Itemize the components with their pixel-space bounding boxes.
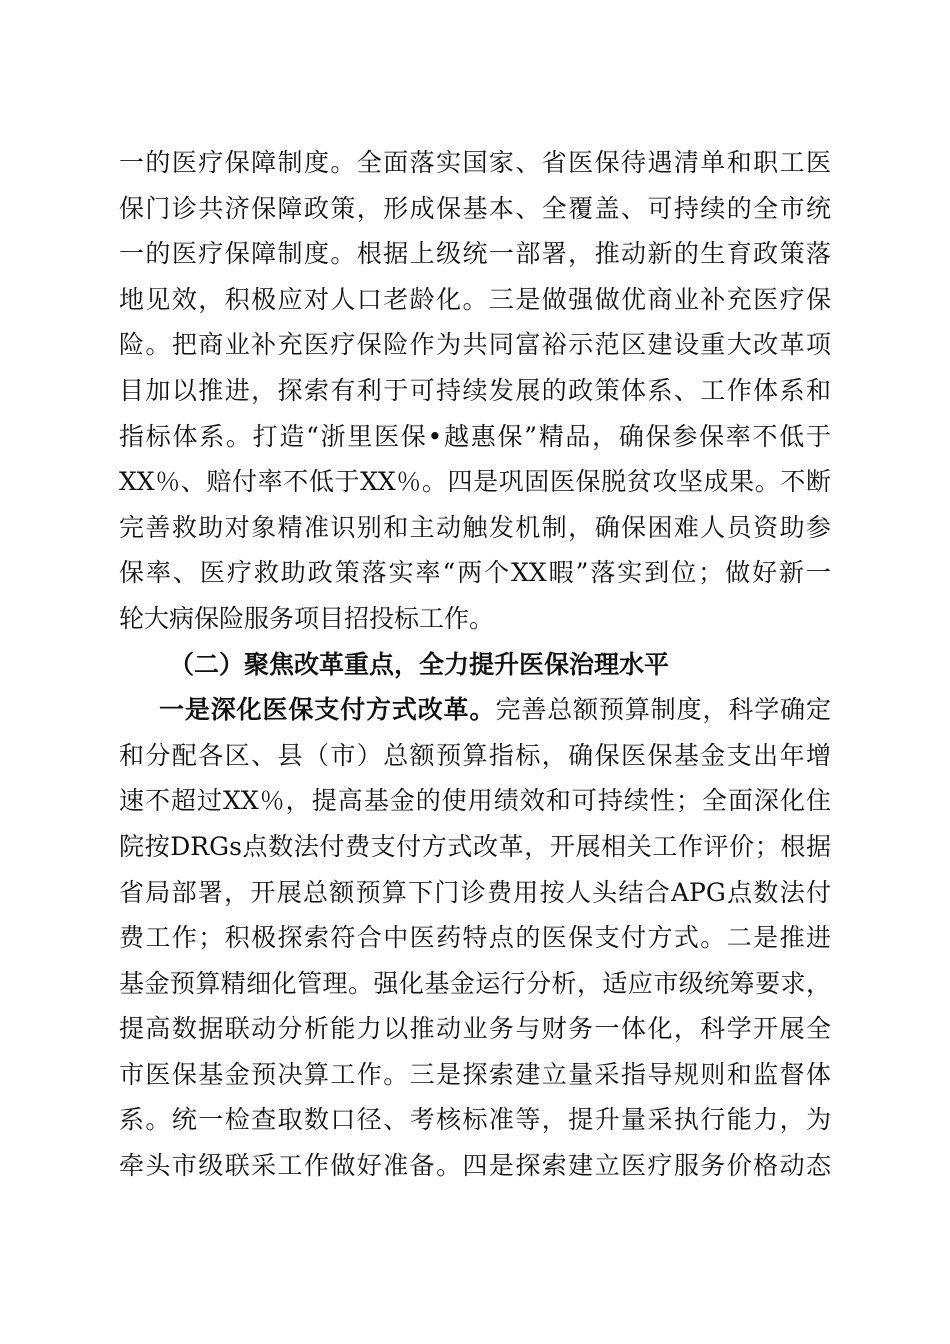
text-line: 牵头市级联采工作做好准备。四是探索建立医疗服务价格动态 <box>119 1151 831 1181</box>
text-line: 保门诊共济保障政策，形成保基本、全覆盖、可持续的全市统 <box>119 193 831 223</box>
text-line: 费工作；积极探索符合中医药特点的医保支付方式。二是推进 <box>119 923 831 953</box>
text-line: XX％、赔付率不低于XX％。四是巩固医保脱贫攻坚成果。不断 <box>119 467 831 497</box>
text-line: 轮大病保险服务项目招投标工作。 <box>119 603 495 633</box>
text-line: 保率、医疗救助政策落实率“两个XX暇”落实到位；做好新一 <box>119 558 831 588</box>
text-line: 省局部署，开展总额预算下门诊费用按人头结合APG点数法付 <box>119 877 831 907</box>
text-line: 和分配各区、县（市）总额预算指标，确保医保基金支出年增 <box>119 740 831 770</box>
text-line: 速不超过XX％，提高基金的使用绩效和可持续性；全面深化住 <box>119 786 831 816</box>
section-heading: （二）聚焦改革重点，全力提升医保治理水平 <box>169 649 670 679</box>
text-line: 系。统一检查取数口径、考核标准等，提升量采执行能力，为 <box>119 1105 831 1135</box>
text-line: 完善救助对象精准识别和主动触发机制，确保困难人员资助参 <box>119 512 831 542</box>
lead-rest-text: 完善总额预算制度，科学确定 <box>495 695 831 725</box>
text-line: 指标体系。打造“浙里医保•越惠保”精品，确保参保率不低于 <box>119 421 831 451</box>
text-line: 目加以推进，探索有利于可持续发展的政策体系、工作体系和 <box>119 375 831 405</box>
document-body <box>119 140 831 1189</box>
text-line: 一的医疗保障制度。全面落实国家、省医保待遇清单和职工医 <box>119 148 831 177</box>
lead-bold-text: 一是深化医保支付方式改革。 <box>159 695 496 725</box>
text-line: 基金预算精细化管理。强化基金运行分析，适应市级统筹要求， <box>119 968 831 998</box>
text-line: 地见效，积极应对人口老龄化。三是做强做优商业补充医疗保 <box>119 284 831 314</box>
text-line: 市医保基金预决算工作。三是探索建立量采指导规则和监督体 <box>119 1059 831 1089</box>
text-line: 提高数据联动分析能力以推动业务与财务一体化，科学开展全 <box>119 1014 831 1044</box>
text-line: 险。把商业补充医疗保险作为共同富裕示范区建设重大改革项 <box>119 330 831 360</box>
text-line: 院按DRGs点数法付费支付方式改革，开展相关工作评价；根据 <box>119 831 831 861</box>
text-line: 一的医疗保障制度。根据上级统一部署，推动新的生育政策落 <box>119 239 831 269</box>
paragraph-lead-line <box>119 687 831 733</box>
